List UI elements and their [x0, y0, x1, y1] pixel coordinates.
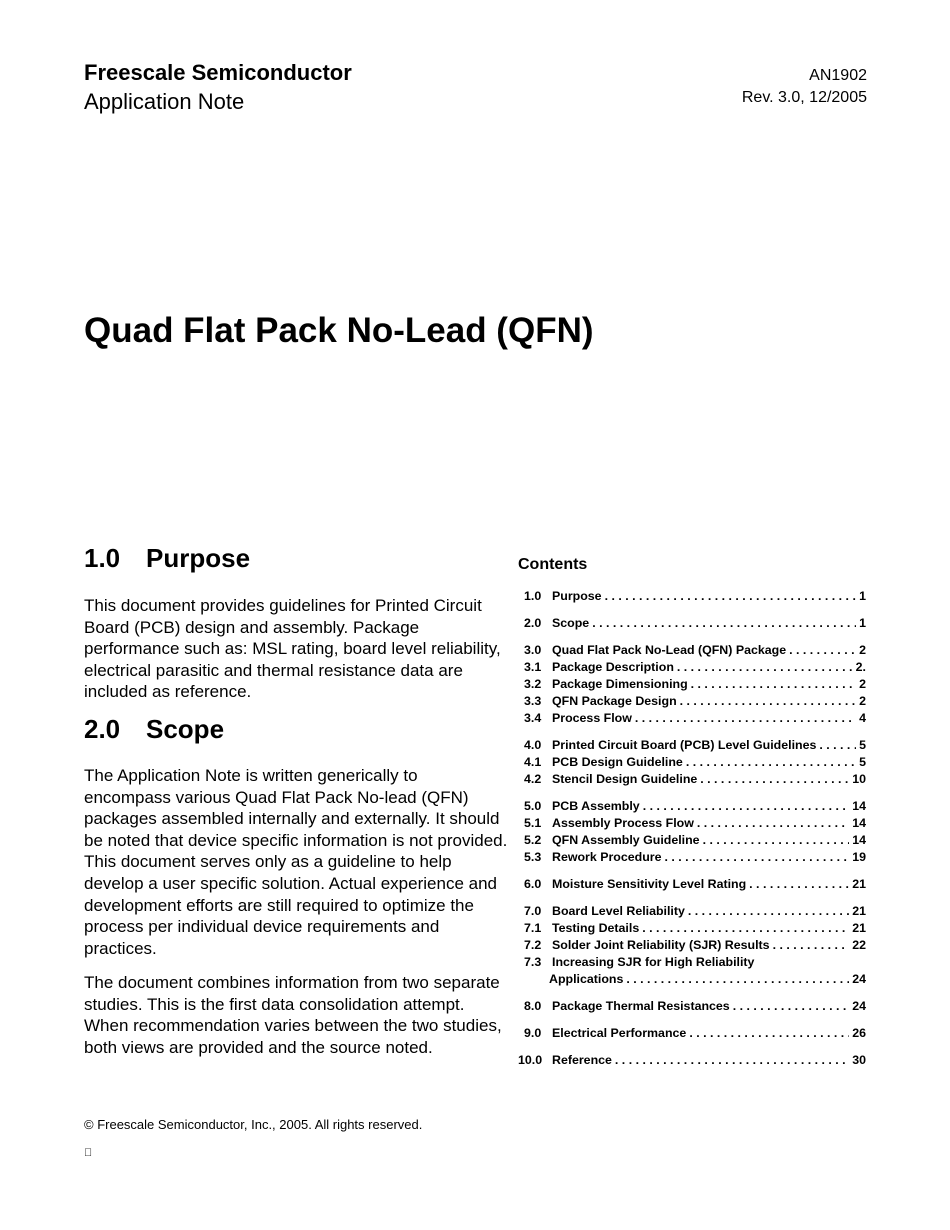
toc-entry-label: Electrical Performance — [552, 1026, 687, 1040]
toc-entry-label: Purpose — [552, 589, 602, 603]
toc-entry-label: Process Flow — [552, 711, 632, 725]
toc-group — [518, 798, 866, 866]
toc-entry-label: Solder Joint Reliability (SJR) Results — [552, 938, 770, 952]
section-title: Purpose — [146, 543, 251, 573]
toc-entry-page: 2. — [855, 660, 866, 674]
toc-entry-label: Assembly Process Flow — [552, 816, 694, 830]
toc-leader-dots — [686, 754, 856, 771]
toc-entry[interactable] — [518, 615, 866, 632]
toc-entry-page: 5 — [859, 755, 866, 769]
toc-leader-dots — [700, 771, 849, 788]
toc-leader-dots — [691, 676, 856, 693]
toc-entry-page: 24 — [852, 972, 866, 986]
toc-entry-number: 9.0 — [524, 1026, 542, 1040]
section-heading-purpose — [84, 543, 250, 573]
document-type: Application Note — [84, 89, 245, 114]
toc-entry-page: 14 — [852, 799, 866, 813]
toc-entry[interactable] — [518, 693, 866, 710]
toc-entry-label: Printed Circuit Board (PCB) Level Guidelines — [552, 738, 817, 752]
toc-leader-dots — [703, 832, 850, 849]
toc-leader-dots — [592, 615, 856, 632]
toc-entry-page: 24 — [852, 999, 866, 1013]
toc-entry-number: 5.1 — [524, 816, 542, 830]
section-number: 1.0 — [84, 543, 121, 573]
toc-entry-label: Scope — [552, 616, 590, 630]
toc-entry-number: 5.2 — [524, 833, 542, 847]
section-number: 2.0 — [84, 714, 121, 744]
toc-entry[interactable] — [518, 1025, 866, 1042]
toc-entry-number: 7.0 — [524, 904, 542, 918]
toc-leader-dots — [733, 998, 850, 1015]
toc-entry-number: 6.0 — [524, 877, 542, 891]
toc-entry[interactable] — [518, 676, 866, 693]
toc-entry-label: Rework Procedure — [552, 850, 662, 864]
toc-leader-dots — [626, 971, 849, 988]
toc-leader-dots — [680, 693, 856, 710]
toc-leader-dots — [789, 642, 856, 659]
toc-entry[interactable] — [518, 1052, 866, 1069]
toc-entry-number: 3.0 — [524, 643, 542, 657]
toc-entry-label: Stencil Design Guideline — [552, 772, 698, 786]
toc-entry-number: 3.4 — [524, 711, 542, 725]
toc-entry-label: Applications — [549, 972, 624, 986]
toc-entry[interactable] — [518, 903, 866, 920]
toc-group — [518, 737, 866, 788]
toc-entry[interactable] — [518, 737, 866, 754]
company-name: Freescale Semiconductor — [84, 60, 352, 85]
toc-entry-label: Package Dimensioning — [552, 677, 688, 691]
toc-entry-number: 2.0 — [524, 616, 542, 630]
toc-entry[interactable] — [518, 876, 866, 893]
toc-entry-number: 5.0 — [524, 799, 542, 813]
toc-entry-number: 5.3 — [524, 850, 542, 864]
toc-entry-page: 2 — [859, 643, 866, 657]
toc-leader-dots — [615, 1052, 849, 1069]
toc-entry[interactable] — [518, 920, 866, 937]
toc-entry-page: 4 — [859, 711, 866, 725]
toc-entry-number: 4.0 — [524, 738, 542, 752]
toc-entry-page: 14 — [852, 833, 866, 847]
toc-entry[interactable] — [518, 832, 866, 849]
document-revision: Rev. 3.0, 12/2005 — [741, 89, 867, 106]
toc-entry[interactable] — [518, 754, 866, 771]
toc-entry-number: 4.1 — [524, 755, 542, 769]
toc-group — [518, 998, 866, 1015]
section-title: Scope — [146, 714, 225, 744]
toc-entry-page: 14 — [852, 816, 866, 830]
toc-group — [518, 642, 866, 727]
toc-entry-label: QFN Assembly Guideline — [552, 833, 700, 847]
page-title: Quad Flat Pack No-Lead (QFN) — [84, 311, 594, 350]
toc-entry-label: Testing Details — [552, 921, 640, 935]
toc-entry-number: 10.0 — [518, 1053, 543, 1067]
toc-entry[interactable] — [518, 710, 866, 727]
toc-leader-dots — [665, 849, 850, 866]
toc-leader-dots — [688, 903, 849, 920]
scope-paragraph-1: The Application Note is written generically to encompass various Quad Flat Pack No-lead (QFN) packages assembled internally and externally. It should be noted that device specific information is not provided. This document serves only as a guideline to help develop a user specific solution. Actual experience and development efforts are still required to optimize the process per individual device requirements and practices. — [84, 766, 508, 958]
toc-entry-number: 1.0 — [524, 589, 542, 603]
toc-entry[interactable] — [518, 588, 866, 605]
toc-entry-page: 5 — [859, 738, 866, 752]
toc-leader-dots — [643, 798, 850, 815]
toc-entry-label: Board Level Reliability — [552, 904, 685, 918]
toc-entry-label: QFN Package Design — [552, 694, 677, 708]
toc-entry-page: 2 — [859, 677, 866, 691]
toc-entry-page: 22 — [852, 938, 866, 952]
toc-entry[interactable] — [518, 971, 866, 988]
toc-entry-label: Package Thermal Resistances — [552, 999, 730, 1013]
toc-entry-page: 21 — [852, 877, 866, 891]
toc-entry-number: 8.0 — [524, 999, 542, 1013]
toc-entry-number: 7.2 — [524, 938, 542, 952]
section-heading-scope — [84, 714, 224, 744]
contents-heading: Contents — [518, 556, 588, 573]
toc-leader-dots — [697, 815, 849, 832]
toc-leader-dots — [773, 937, 850, 954]
toc-group — [518, 876, 866, 893]
toc-entry[interactable] — [518, 642, 866, 659]
toc-entry-page: 30 — [852, 1053, 866, 1067]
toc-leader-dots — [677, 659, 853, 676]
toc-entry-label: Moisture Sensitivity Level Rating — [552, 877, 747, 891]
toc-leader-dots — [689, 1025, 849, 1042]
toc-entry[interactable] — [518, 659, 866, 676]
toc-leader-dots — [749, 876, 849, 893]
toc-entry[interactable] — [518, 937, 866, 954]
toc-entry-page: 21 — [852, 921, 866, 935]
toc-entry-page: 19 — [852, 850, 866, 864]
toc-leader-dots — [605, 588, 857, 605]
toc-entry-page: 10 — [852, 772, 866, 786]
toc-group — [518, 1052, 866, 1069]
toc-entry[interactable] — [518, 954, 866, 971]
toc-entry[interactable] — [518, 771, 866, 788]
toc-entry-page: 26 — [852, 1026, 866, 1040]
toc-entry-number: 4.2 — [524, 772, 542, 786]
toc-leader-dots — [642, 920, 849, 937]
toc-entry-page: 2 — [859, 694, 866, 708]
toc-entry-page: 21 — [852, 904, 866, 918]
toc-entry-number: 7.3 — [524, 955, 542, 969]
toc-entry[interactable] — [518, 998, 866, 1015]
toc-entry-label: PCB Assembly — [552, 799, 640, 813]
toc-leader-dots — [819, 737, 856, 754]
toc-entry[interactable] — [518, 798, 866, 815]
toc-leader-dots — [635, 710, 856, 727]
purpose-paragraph: This document provides guidelines for Printed Circuit Board (PCB) design and assembly. Package performance such as: MSL rating, board level reliability, electrical parasitic and thermal resistance data are included as reference. — [84, 596, 501, 702]
toc-entry[interactable] — [518, 849, 866, 866]
table-of-contents — [518, 588, 866, 1079]
scope-paragraph-2: The document combines information from two separate studies. This is the first data consolidation attempt. When recommendation varies between the two studies, both views are provided and the source noted. — [84, 973, 502, 1057]
toc-entry-page: 1 — [859, 616, 866, 630]
toc-entry-label: Package Description — [552, 660, 674, 674]
toc-group — [518, 1025, 866, 1042]
footer-mark — [84, 1146, 92, 1160]
toc-entry-number: 3.3 — [524, 694, 542, 708]
toc-entry-page: 1 — [859, 589, 866, 603]
copyright-notice: © Freescale Semiconductor, Inc., 2005. All rights reserved. — [84, 1117, 423, 1132]
toc-entry-label: Quad Flat Pack No-Lead (QFN) Package — [552, 643, 787, 657]
toc-entry-number: 3.2 — [524, 677, 542, 691]
toc-entry-label: Increasing SJR for High Reliability — [552, 955, 755, 969]
toc-entry[interactable] — [518, 815, 866, 832]
toc-entry-number: 7.1 — [524, 921, 542, 935]
toc-group — [518, 588, 866, 605]
toc-entry-number: 3.1 — [524, 660, 542, 674]
toc-entry-label: Reference — [552, 1053, 612, 1067]
toc-group — [518, 903, 866, 988]
toc-entry-label: PCB Design Guideline — [552, 755, 683, 769]
document-id: AN1902 — [809, 67, 867, 84]
toc-group — [518, 615, 866, 632]
